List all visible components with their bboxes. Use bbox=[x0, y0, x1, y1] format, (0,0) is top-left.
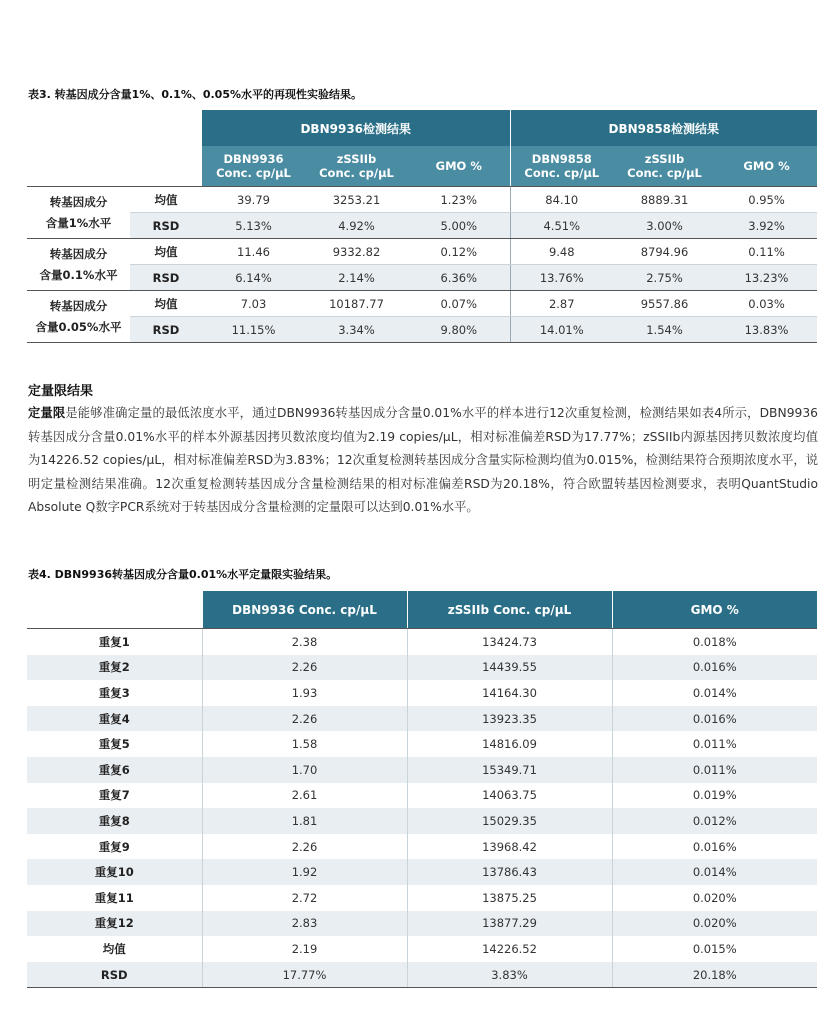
table-row: RSD 11.15% 3.34% 9.80% 14.01% 1.54% 13.83% bbox=[27, 317, 817, 343]
table-row: RSD 5.13% 4.92% 5.00% 4.51% 3.00% 3.92% bbox=[27, 213, 817, 239]
cell-value: 14063.75 bbox=[407, 783, 612, 809]
table-row bbox=[27, 834, 817, 860]
group1-title: DBN9936检测结果 bbox=[202, 110, 510, 146]
level-label: 转基因成分 含量1%水平 bbox=[27, 187, 130, 239]
cell-value: 14439.55 bbox=[407, 655, 612, 681]
cell-value: 1.81 bbox=[202, 808, 407, 834]
table-row: 转基因成分 含量0.1%水平 均值 11.46 9332.82 0.12% 9.48 8794.96 0.11% bbox=[27, 239, 817, 265]
lead-term: 定量限 bbox=[28, 406, 66, 420]
cell-value: 1.70 bbox=[202, 757, 407, 783]
table4 bbox=[27, 591, 817, 988]
col-header: zSSIIb Conc. cp/µL bbox=[407, 591, 612, 629]
cell-value: 2.26 bbox=[202, 655, 407, 681]
section-title: 定量限结果 bbox=[28, 384, 94, 399]
table-row bbox=[27, 757, 817, 783]
cell-value: 0.020% bbox=[612, 885, 817, 911]
cell-value: 0.016% bbox=[612, 834, 817, 860]
col-header: GMO % bbox=[408, 146, 510, 187]
col-header: GMO % bbox=[612, 591, 817, 629]
group2-title: DBN9858检测结果 bbox=[510, 110, 817, 146]
cell-value: 1.58 bbox=[202, 731, 407, 757]
cell-value: 0.015% bbox=[612, 936, 817, 962]
table-row bbox=[27, 655, 817, 681]
table-row bbox=[27, 911, 817, 937]
row-label: 重复5 bbox=[98, 737, 130, 752]
row-label: 均值 bbox=[102, 941, 126, 956]
row-label: 重复10 bbox=[27, 859, 202, 885]
row-label: 重复11 bbox=[94, 890, 134, 905]
cell-value: 0.014% bbox=[612, 680, 817, 706]
cell-value: 13424.73 bbox=[407, 629, 612, 655]
section-paragraph bbox=[28, 402, 818, 520]
cell-value: 14226.52 bbox=[407, 936, 612, 962]
cell-value: 13923.35 bbox=[407, 706, 612, 732]
cell-value: 17.77% bbox=[202, 962, 407, 988]
cell-value: 0.018% bbox=[612, 629, 817, 655]
table-row bbox=[27, 783, 817, 809]
cell-value: 1.92 bbox=[202, 859, 407, 885]
cell-value: 2.61 bbox=[202, 783, 407, 809]
table-row bbox=[27, 936, 817, 962]
row-label: 重复1 bbox=[98, 634, 130, 649]
cell-value: 0.016% bbox=[612, 655, 817, 681]
level-label: 转基因成分 含量0.05%水平 bbox=[27, 291, 130, 343]
table3 bbox=[27, 110, 817, 343]
cell-value: 0.019% bbox=[612, 783, 817, 809]
cell-value: 0.012% bbox=[612, 808, 817, 834]
cell-value: 2.26 bbox=[202, 834, 407, 860]
row-label: 重复6 bbox=[27, 757, 202, 783]
table-row bbox=[27, 885, 817, 911]
cell-value: 14164.30 bbox=[407, 680, 612, 706]
row-label: 重复8 bbox=[27, 808, 202, 834]
cell-value: 0.011% bbox=[612, 757, 817, 783]
cell-value: 13786.43 bbox=[407, 859, 612, 885]
table-row bbox=[27, 680, 817, 706]
cell-value: 0.014% bbox=[612, 859, 817, 885]
row-label: 重复7 bbox=[98, 788, 130, 803]
cell-value: 1.93 bbox=[202, 680, 407, 706]
cell-value: 3.83% bbox=[407, 962, 612, 988]
cell-value: 2.83 bbox=[202, 911, 407, 937]
table-row bbox=[27, 731, 817, 757]
cell-value: 2.26 bbox=[202, 706, 407, 732]
cell-value: 2.38 bbox=[202, 629, 407, 655]
table-row bbox=[27, 808, 817, 834]
row-label: 重复12 bbox=[27, 911, 202, 937]
level-label: 转基因成分 含量0.1%水平 bbox=[27, 239, 130, 291]
table-row bbox=[27, 859, 817, 885]
cell-value: 13968.42 bbox=[407, 834, 612, 860]
cell-value: 0.016% bbox=[612, 706, 817, 732]
col-header: zSSIIb Conc. cp/µL bbox=[305, 146, 408, 187]
col-header: GMO % bbox=[716, 146, 817, 187]
col-header: zSSIIb Conc. cp/µL bbox=[613, 146, 716, 187]
cell-value: 0.011% bbox=[612, 731, 817, 757]
table4-caption: 表4. DBN9936转基因成分含量0.01%水平定量限实验结果。 bbox=[28, 568, 338, 581]
table-row: RSD 6.14% 2.14% 6.36% 13.76% 2.75% 13.23% bbox=[27, 265, 817, 291]
table3-caption: 表3. 转基因成分含量1%、0.1%、0.05%水平的再现性实验结果。 bbox=[28, 88, 363, 101]
table-row bbox=[27, 706, 817, 732]
cell-value: 20.18% bbox=[612, 962, 817, 988]
cell-value: 2.72 bbox=[202, 885, 407, 911]
row-label: RSD bbox=[27, 962, 202, 988]
cell-value: 15029.35 bbox=[407, 808, 612, 834]
row-label: 重复9 bbox=[98, 839, 130, 854]
cell-value: 14816.09 bbox=[407, 731, 612, 757]
row-label: 重复2 bbox=[27, 655, 202, 681]
table-row bbox=[27, 962, 817, 988]
col-header: DBN9936 Conc. cp/µL bbox=[202, 591, 407, 629]
col-header: DBN9936 Conc. cp/µL bbox=[202, 146, 305, 187]
paragraph-body: 是能够准确定量的最低浓度水平，通过DBN9936转基因成分含量0.01%水平的样本进行12次重复检测，检测结果如表4所示，DBN9936转基因成分含量0.01%水平的样本外源基因拷贝数浓度均值为2.19 copies/µL，相对标准偏差RSD为17.77%；zSSIIb内源基因拷贝数浓度均值为14226.52 copies/µL，相对标准偏差RSD为3.83%；12次重复检测转基因成分含量实际检测均值为0.015%，检测结果符合预期浓度水平，说明定量检测结果准确。12次重复检测转基因成分含量检测结果的相对标准偏差RSD为20.18%，符合欧盟转基因检测要求，表明QuantStudio Absolute Q数字PCR系统对于转基因成分含量检测的定量限可以达到0.01%水平。 bbox=[28, 406, 818, 515]
cell-value: 13875.25 bbox=[407, 885, 612, 911]
table-row bbox=[27, 629, 817, 655]
table-row: 转基因成分 含量1%水平 均值 39.79 3253.21 1.23% 84.10 8889.31 0.95% bbox=[27, 187, 817, 213]
cell-value: 15349.71 bbox=[407, 757, 612, 783]
cell-value: 2.19 bbox=[202, 936, 407, 962]
col-header: DBN9858 Conc. cp/µL bbox=[510, 146, 613, 187]
table-row: 转基因成分 含量0.05%水平 均值 7.03 10187.77 0.07% 2.87 9557.86 0.03% bbox=[27, 291, 817, 317]
cell-value: 13877.29 bbox=[407, 911, 612, 937]
cell-value: 0.020% bbox=[612, 911, 817, 937]
row-label: 重复3 bbox=[98, 685, 130, 700]
row-label: 重复4 bbox=[27, 706, 202, 732]
